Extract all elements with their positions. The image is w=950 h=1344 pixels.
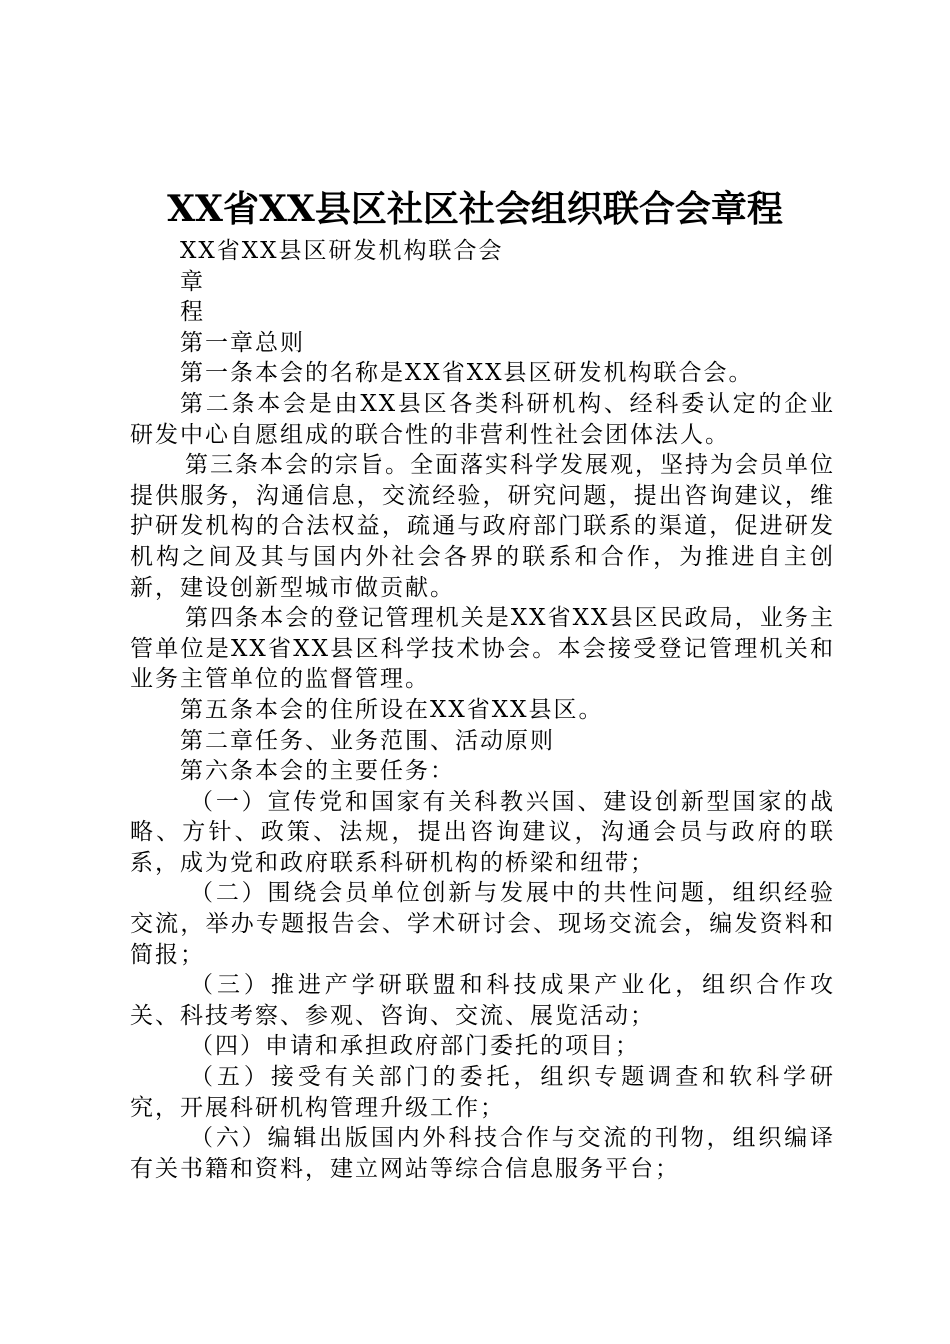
article-5: 第五条本会的住所设在XX省XX县区。 bbox=[180, 696, 604, 723]
paragraph-cheng: 程 bbox=[180, 299, 205, 326]
chapter-2-heading: 第二章任务、业务范围、活动原则 bbox=[180, 727, 555, 754]
article-6: 第六条本会的主要任务： bbox=[180, 758, 455, 785]
article-1: 第一条本会的名称是XX省XX县区研发机构联合会。 bbox=[180, 360, 754, 387]
document-title: XX省XX县区社区社会组织联合会章程 bbox=[167, 188, 783, 230]
article-2: 第二条本会是由XX县区各类科研机构、经科委认定的企业研发中心自愿组成的联合性的非营利性社会团体法人。 bbox=[130, 390, 835, 448]
paragraph-org-name: XX省XX县区研发机构联合会 bbox=[180, 238, 504, 264]
task-item-5: （五）接受有关部门的委托，组织专题调查和软科学研究，开展科研机构管理升级工作； bbox=[130, 1064, 835, 1121]
article-4: 第四条本会的登记管理机关是XX省XX县区民政局，业务主管单位是XX省XX县区科学技术协会。本会接受登记管理机关和业务主管单位的监督管理。 bbox=[130, 605, 835, 693]
task-item-6: （六）编辑出版国内外科技合作与交流的刊物，组织编译有关书籍和资料，建立网站等综合信息服务平台； bbox=[130, 1125, 835, 1182]
task-item-2: （二）围绕会员单位创新与发展中的共性问题，组织经验交流，举办专题报告会、学术研讨会、现场交流会，编发资料和简报； bbox=[130, 880, 835, 968]
paragraph-zhang: 章 bbox=[180, 268, 205, 295]
document-body bbox=[130, 236, 835, 1184]
task-item-3: （三）推进产学研联盟和科技成果产业化，组织合作攻关、科技考察、参观、咨询、交流、展览活动； bbox=[130, 972, 835, 1029]
task-item-4: （四）申请和承担政府部门委托的项目； bbox=[190, 1033, 640, 1060]
task-item-1: （一）宣传党和国家有关科教兴国、建设创新型国家的战略、方针、政策、法规，提出咨询建议，沟通会员与政府的联系，成为党和政府联系科研机构的桥梁和纽带； bbox=[130, 788, 835, 876]
article-3: 第三条本会的宗旨。全面落实科学发展观，坚持为会员单位提供服务，沟通信息，交流经验，研究问题，提出咨询建议，维护研发机构的合法权益，疏通与政府部门联系的渠道，促进研发机构之间及其与国内外社会各界的联系和合作，为推进自主创新，建设创新型城市做贡献。 bbox=[130, 452, 835, 601]
chapter-1-heading: 第一章总则 bbox=[180, 329, 305, 356]
